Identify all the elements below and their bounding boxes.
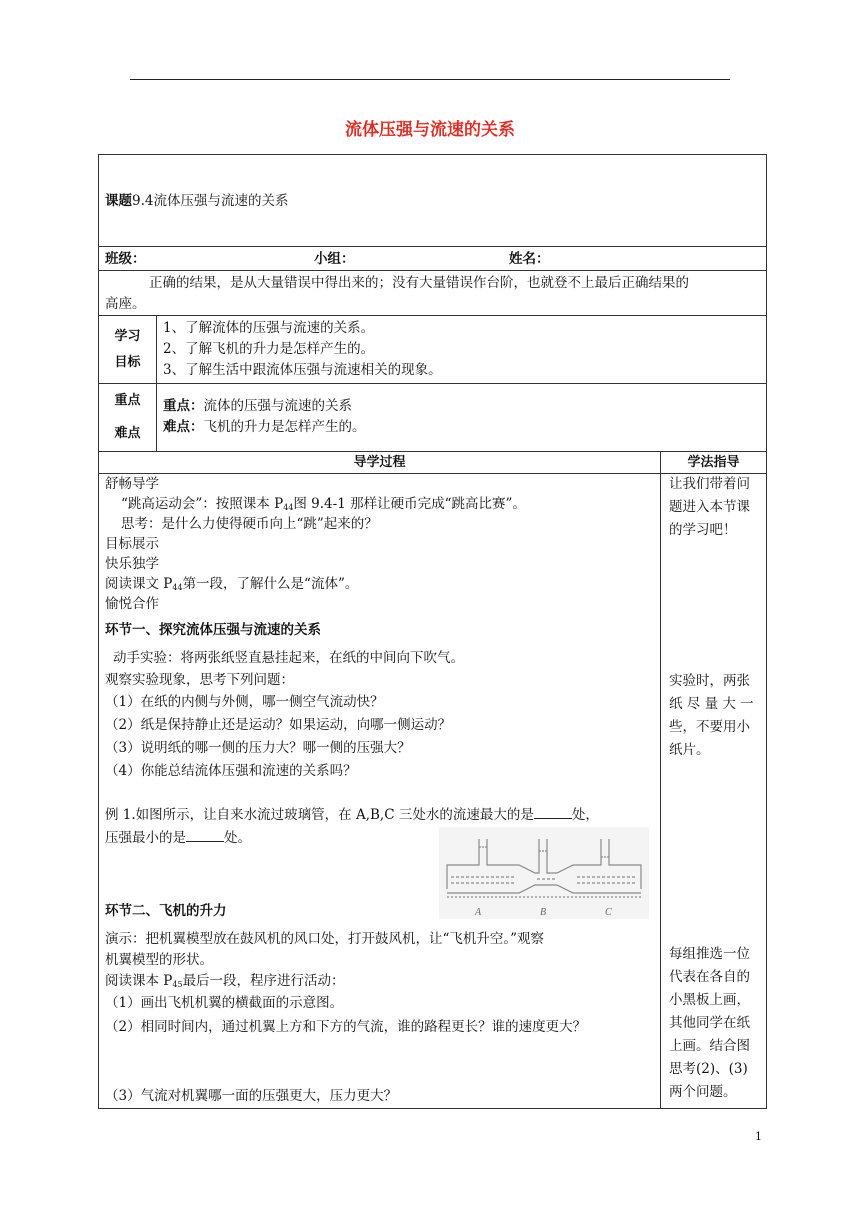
motto-line-1: 正确的结果，是从大量错误中得出来的；没有大量错误作台阶，也就登不上最后正确结果的 <box>149 275 689 291</box>
guide-note-2: 实验时，两张 纸 尽 量 大 一 些，不要用小 纸片。 <box>669 673 754 758</box>
process-column <box>99 452 661 1108</box>
header-rule <box>130 79 730 80</box>
goals-list <box>157 316 766 383</box>
key-points-content <box>157 384 766 451</box>
process-header: 导学过程 <box>99 452 660 474</box>
class-label: 班级： <box>105 251 146 267</box>
key-points-label: 重点 难点 <box>99 384 157 451</box>
key-point: 重点：流体的压强与流速的关系 <box>163 398 352 414</box>
figure-label-b: B <box>540 907 547 918</box>
section-1-heading: 环节一、探究流体压强与流速的关系 <box>105 622 321 638</box>
name-label: 姓名： <box>509 251 550 267</box>
topic-label: 课题 <box>105 193 132 209</box>
group-label: 小组： <box>314 251 355 267</box>
guide-note-1: 让我们带着问 题进入本节课 的学习吧！ <box>669 476 750 538</box>
key-points-row <box>99 384 766 452</box>
answer-blank[interactable] <box>534 806 572 819</box>
page-number: 1 <box>755 1130 762 1143</box>
example-1: 例 1.如图所示，让自来水流过玻璃管，在 A,B,C 三处水的流速最大的是 处， <box>105 807 599 823</box>
topic-row <box>99 155 766 247</box>
motto-line-2: 高座。 <box>105 296 146 312</box>
figure-label-a: A <box>475 907 482 918</box>
figure-label-c: C <box>605 907 612 918</box>
topic-text: 9.4流体压强与流速的关系 <box>132 193 289 209</box>
guide-column <box>661 452 766 1108</box>
page-title: 流体压强与流速的关系 <box>345 120 515 140</box>
section-2-heading: 环节二、飞机的升力 <box>105 903 227 919</box>
hard-point: 难点：飞机的升力是怎样产生的。 <box>163 419 366 435</box>
process-body: 舒畅导学 “跳高运动会”：按照课本 $P_{44}$图 9.4-1 那样让硬币完成“跳高比赛”。 思考：是什么力使得硬币向上“跳”起来的？ 目标展示 快乐独学 阅读课文 $P_{44}$第一段，了解什么是“流体”。 愉悦合作 环节一、探究流体压强与流速的关系 动手实验：将两张纸竖直悬挂起来，在纸的中间向下吹气。 观察实验现象，思考下列问题： （1）在纸的内侧与外侧，哪一侧空气流动快？ （2）纸是保持静止还是运动？如果运动，向哪一侧运动？ （3）说明纸的哪一侧的压力大？哪一侧的压强大？ （4）你能总结流体压强和流速的关系吗？ 例 1.如图所示，让自来水流过玻璃管，在 A,B,C 三处水的流速最大的是 处， 压强最小的是 处。 A B C 环节二、飞机的升力 演示：把机翼模型放在鼓风机的风口处，打开鼓风机，让“飞机升空。”观察 机翼模型的形状。 阅读课本 $P_{45}$最后一段，程序进行活动： （1）画出飞机机翼的横截面的示意图。 （2）相同时间内，通过机翼上方和下方的气流，谁的路程更长？谁的速度更大？ （3）气流对机翼哪一面的压强更大，压力更大？ <box>99 474 660 1106</box>
glass-tube-figure <box>439 827 649 919</box>
info-row <box>99 247 766 271</box>
goal-item: 1、了解流体的压强与流速的关系。 <box>163 320 375 336</box>
goals-label: 学习 目标 <box>99 316 157 383</box>
goals-row <box>99 316 766 384</box>
goal-item: 3、了解生活中跟流体压强与流速相关的现象。 <box>163 362 442 378</box>
motto-row <box>99 271 766 316</box>
answer-blank[interactable] <box>186 829 224 842</box>
goal-item: 2、了解飞机的升力是怎样产生的。 <box>163 341 375 357</box>
main-section <box>99 452 766 1108</box>
guide-body <box>661 474 766 1106</box>
guide-note-3: 每组推选一位 代表在各自的 小黑板上画， 其他同学在纸 上画。结合图 思考(2)、(3) 两个问题。 <box>669 946 750 1100</box>
lesson-table <box>98 154 767 1109</box>
guide-header: 学法指导 <box>661 452 766 474</box>
